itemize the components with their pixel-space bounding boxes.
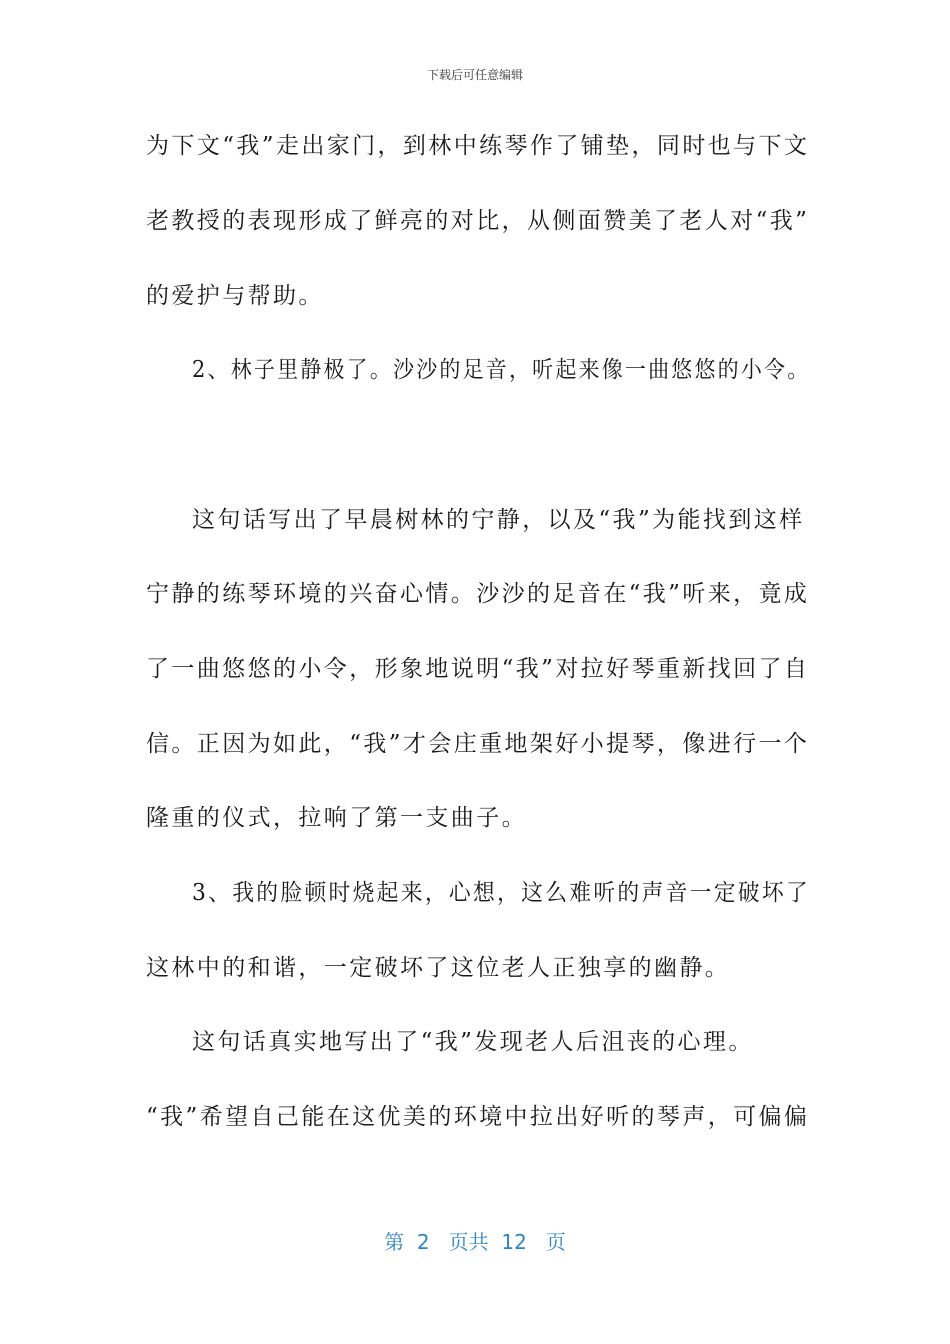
text-line: 这林中的和谐，一定破坏了这位老人正独享的幽静。	[146, 955, 731, 981]
text-line: 了一曲悠悠的小令，形象地说明“我”对拉好琴重新找回了自	[146, 656, 810, 682]
page-number: 第 2 页共 12 页	[384, 1230, 566, 1254]
page-header-note: 下载后可任意编辑	[426, 68, 523, 82]
text-line: 2、林子里静极了。沙沙的足音，听起来像一曲悠悠的小令。	[192, 357, 811, 383]
text-line: 为下文“我”走出家门，到林中练琴作了铺垫，同时也与下文	[146, 133, 810, 159]
text-line: 隆重的仪式，拉响了第一支曲子。	[146, 805, 527, 831]
text-line: 的爱护与帮助。	[146, 283, 324, 309]
text-line: 3、我的脸顿时烧起来，心想，这么难听的声音一定破坏了	[192, 880, 811, 906]
text-line: 这句话写出了早晨树林的宁静，以及“我”为能找到这样	[192, 507, 805, 533]
text-line: 宁静的练琴环境的兴奋心情。沙沙的足音在“我”听来，竟成	[146, 581, 810, 607]
text-line: “我”希望自己能在这优美的环境中拉出好听的琴声，可偏偏	[146, 1104, 810, 1130]
text-line: 这句话真实地写出了“我”发现老人后沮丧的心理。	[192, 1029, 754, 1055]
text-line: 信。正因为如此，“我”才会庄重地架好小提琴，像进行一个	[146, 731, 810, 757]
text-line: 老教授的表现形成了鲜亮的对比，从侧面赞美了老人对“我”	[146, 208, 810, 234]
